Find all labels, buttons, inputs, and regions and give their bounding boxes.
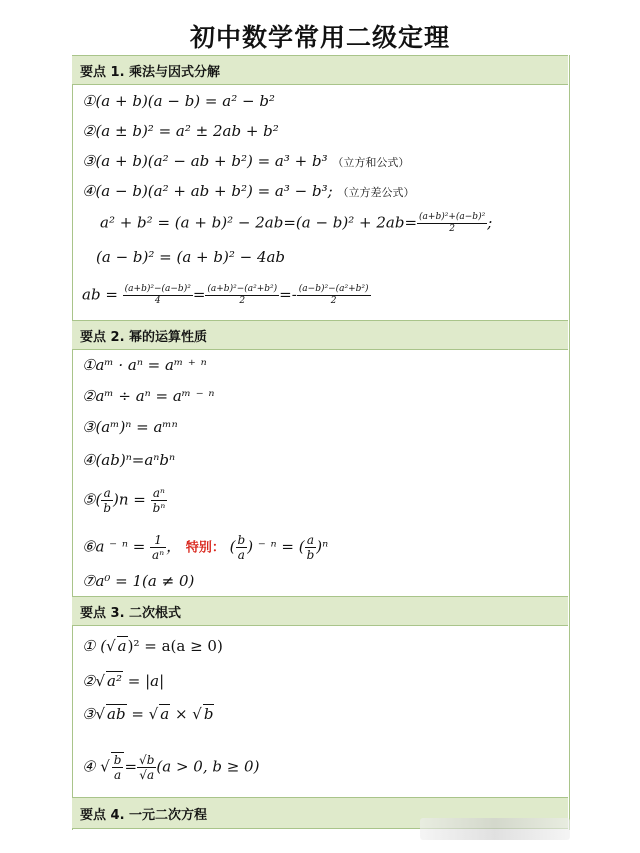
formula-1-7 [82,284,371,307]
formula-1-7-fraction-3 [297,284,371,307]
special-case-label: 特别： [185,540,225,556]
fraction-denominator: √a [139,768,155,782]
formula-2-5 [82,486,167,515]
formula-3-2 [82,671,164,690]
section-header-3: 要点 3. 二次根式 [72,596,568,626]
section-header-1: 要点 1. 乘法与因式分解 [72,55,568,85]
radicand: a [160,705,170,723]
fraction-numerator: a [305,533,317,548]
fraction-denominator: bⁿ [152,501,166,515]
page-title: 初中数学常用二级定理 [189,23,450,52]
formula-2-6-comma: ， [166,537,182,556]
formula-2-6-open: ( [229,537,236,556]
fraction-denominator: b [306,548,315,562]
formula-3-4 [82,752,259,782]
formula-3-1-rest: )² = a(a ≥ 0) [127,637,223,655]
formula-2-4: ④(ab)ⁿ=aⁿbⁿ [82,451,176,469]
formula-1-3-note: （立方和公式） [332,156,410,169]
formula-2-6-fraction-1 [150,533,166,562]
fraction-denominator: 2 [449,224,455,234]
fraction-denominator: 2 [239,296,246,306]
formula-2-6-lhs: ⑥a ⁻ ⁿ = [82,537,146,556]
formula-1-7-fraction-2 [205,284,279,307]
fraction-numerator: a [101,486,113,501]
fraction-numerator: b [237,533,246,547]
formula-2-6 [82,533,328,562]
section-header-2: 要点 2. 幂的运算性质 [72,320,568,350]
watermark [420,818,570,840]
formula-2-6-fraction-3 [305,533,317,562]
formula-1-5-fraction [417,212,487,235]
fraction-denominator: aⁿ [152,548,165,562]
formula-3-4-eq: = [124,757,138,776]
fraction-denominator: b [103,501,111,515]
formula-1-3 [82,152,409,170]
formula-1-5-expr: a² + b² = (a + b)² − 2ab=(a − b)² + 2ab= [100,213,418,232]
formula-2-5-mid: )n = [113,490,146,509]
fraction-numerator: (a−b)²−(a²+b²) [298,284,369,294]
radicand: ab [107,705,126,723]
section-header-4: 要点 4. 一元二次方程 [72,797,568,829]
formula-2-6-fraction-2 [236,533,248,562]
formula-2-3: ③(aᵐ)ⁿ = aᵐⁿ [82,418,178,436]
fraction-numerator: (a+b)²−(a−b)² [124,284,191,294]
formula-1-7-lhs: ab = [82,285,118,304]
radicand: b [203,705,214,723]
formula-1-4-expr: ④(a − b)(a² + ab + b²) = a³ − b³; [82,182,333,200]
formula-3-4-fraction-1 [112,753,124,782]
fraction-numerator: (a+b)²+(a−b)² [419,212,486,222]
formula-1-4-note: （立方差公式） [337,186,415,199]
formula-3-2-open: ②√ [82,672,106,690]
fraction-numerator: √b [139,753,155,767]
fraction-numerator: 1 [150,533,166,548]
formula-1-3-expr: ③(a + b)(a² − ab + b²) = a³ + b³ [82,152,328,170]
formula-1-4 [82,182,414,200]
formula-2-5-open: ⑤( [82,490,102,509]
formula-2-2: ②aᵐ ÷ aⁿ = aᵐ ⁻ ⁿ [82,387,215,405]
formula-2-6-end: )ⁿ [316,537,329,556]
formula-3-1-open: ① (√ [82,637,116,655]
radicand: a [117,637,127,655]
formula-3-3-open: ③√ [82,705,106,723]
formula-1-5 [100,212,492,235]
equals-negative-sign: =- [279,285,297,304]
radicand-fraction [111,752,125,782]
formula-3-4-condition: (a > 0, b ≥ 0) [156,757,260,776]
formula-3-4-open: ④ √ [82,757,110,776]
formula-1-5-end: ; [487,213,493,232]
formula-2-6-mid: ) ⁻ ⁿ = ( [247,537,305,556]
formula-3-1 [82,636,223,655]
fraction-numerator: (a+b)²−(a²+b²) [207,284,278,294]
formula-3-3-times: × √ [170,705,202,723]
fraction-numerator: aⁿ [151,486,168,501]
formula-1-2: ②(a ± b)² = a² ± 2ab + b² [82,122,279,140]
fraction-denominator: a [237,548,245,562]
formula-1-1: ①(a + b)(a − b) = a² − b² [82,92,275,110]
formula-3-2-rest: = |a| [122,672,165,690]
formula-1-7-fraction-1 [123,284,193,307]
radicand: a² [107,672,122,690]
formula-3-3-eq: = √ [126,705,159,723]
fraction-numerator: b [113,753,122,767]
formula-3-3 [82,704,214,723]
formula-2-1: ①aᵐ · aⁿ = aᵐ ⁺ ⁿ [82,356,207,374]
formula-1-6: (a − b)² = (a + b)² − 4ab [96,248,286,266]
fraction-denominator: 4 [154,296,161,306]
formula-2-5-fraction-1 [101,486,113,515]
formula-2-7: ⑦a⁰ = 1(a ≠ 0) [82,572,195,590]
formula-3-4-fraction-2 [137,753,156,782]
equals-sign: = [192,285,206,304]
fraction-denominator: 2 [330,296,337,306]
formula-2-5-fraction-2 [151,486,168,515]
fraction-denominator: a [114,768,122,782]
